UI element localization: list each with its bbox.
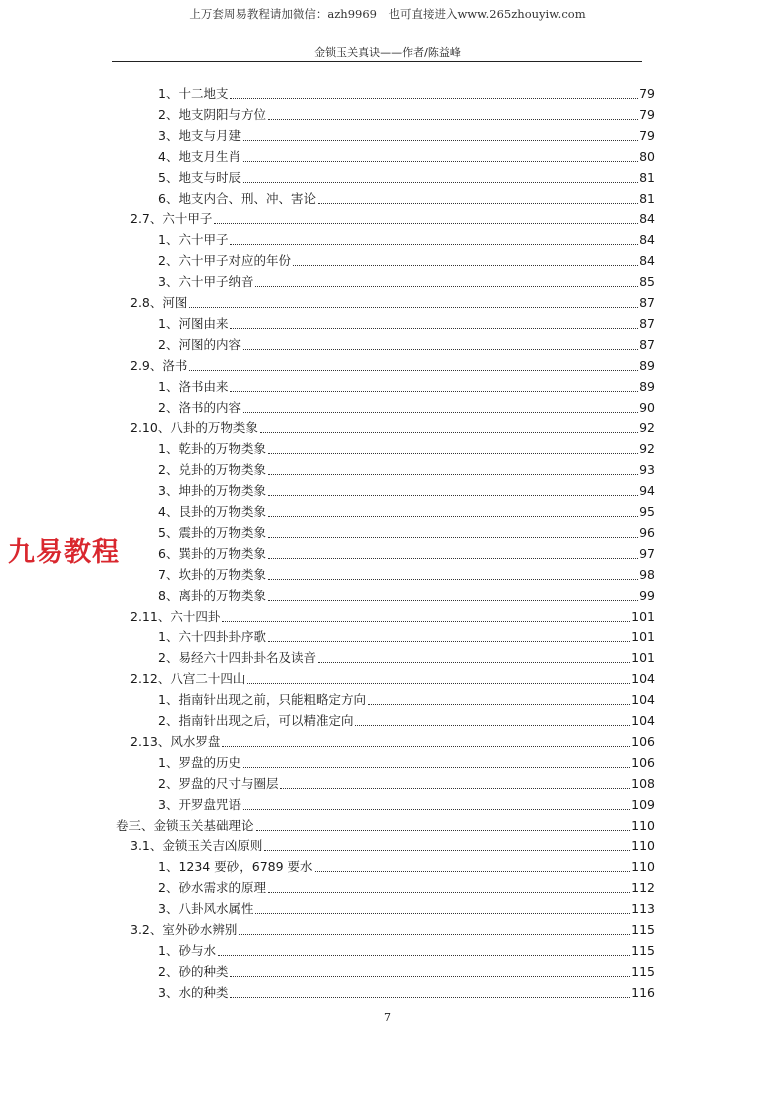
toc-entry-page: 92 [639,441,655,457]
toc-entry[interactable] [158,231,655,249]
toc-dot-leader [230,98,638,99]
toc-entry[interactable] [158,440,655,458]
toc-entry[interactable] [158,315,655,333]
header-rule [112,61,642,62]
toc-entry[interactable] [130,670,655,688]
toc-entry-page: 87 [639,336,655,352]
toc-dot-leader [293,265,638,266]
toc-dot-leader [268,119,638,120]
toc-entry[interactable] [158,566,655,584]
toc-dot-leader [230,997,630,998]
toc-entry-label: 8、离卦的万物类象 [158,587,266,603]
toc-entry[interactable] [158,190,655,208]
toc-entry-label: 5、地支与时辰 [158,169,241,185]
toc-entry-label: 2.7、六十甲子 [130,211,213,227]
toc-entry-label: 1、1234 要砂，6789 要水 [158,859,313,875]
toc-entry[interactable] [130,733,655,751]
toc-entry[interactable] [158,148,655,166]
toc-entry[interactable] [158,461,655,479]
toc-entry-label: 2.11、六十四卦 [130,608,221,624]
toc-entry[interactable] [158,649,655,667]
toc-dot-leader [230,328,638,329]
toc-entry-page: 79 [639,127,655,143]
toc-entry[interactable] [158,399,655,417]
toc-entry-label: 1、河图由来 [158,315,229,331]
toc-dot-leader [243,767,630,768]
toc-entry-page: 87 [639,295,655,310]
toc-entry-page: 81 [639,169,655,185]
toc-dot-leader [243,140,638,141]
toc-entry-label: 3、水的种类 [158,984,229,1000]
toc-entry-page: 84 [639,211,655,227]
toc-entry-label: 2、河图的内容 [158,336,241,352]
toc-entry[interactable] [158,127,655,145]
toc-entry-label: 2、砂的种类 [158,963,229,979]
toc-entry[interactable] [158,984,655,1002]
toc-entry[interactable] [158,796,655,814]
toc-dot-leader [243,161,638,162]
document-header-title: 金锁玉关真诀——作者/陈益峰 [314,46,461,59]
toc-entry-page: 109 [631,796,655,812]
toc-dot-leader [222,746,630,747]
toc-dot-leader [230,391,638,392]
toc-entry-page: 96 [639,524,655,540]
toc-entry[interactable] [158,712,655,730]
toc-entry-label: 2、易经六十四卦卦名及读音 [158,650,316,666]
toc-entry[interactable] [158,524,655,542]
toc-entry-page: 106 [631,754,655,770]
toc-entry-page: 87 [639,315,655,331]
toc-entry-page: 93 [639,462,655,478]
toc-entry[interactable] [158,900,655,918]
toc-dot-leader [255,913,630,914]
toc-entry-label: 4、地支月生肖 [158,148,241,164]
toc-dot-leader [264,850,630,851]
toc-entry-page: 101 [631,650,655,666]
toc-entry-page: 115 [631,942,655,958]
toc-entry-label: 2、罗盘的尺寸与圈层 [158,775,279,791]
toc-entry[interactable] [158,545,655,563]
toc-entry-page: 89 [639,357,655,373]
toc-dot-leader [315,871,631,872]
toc-entry-page: 104 [631,692,655,708]
toc-dot-leader [368,704,630,705]
toc-entry-label: 1、十二地支 [158,86,229,101]
toc-entry-page: 95 [639,504,655,519]
toc-entry[interactable] [130,210,655,228]
toc-entry-page: 94 [639,483,655,499]
toc-entry[interactable] [116,817,655,835]
toc-dot-leader [255,286,638,287]
toc-entry-page: 104 [631,671,655,687]
toc-dot-leader [268,495,638,496]
toc-dot-leader [268,537,638,538]
toc-entry-page: 81 [639,190,655,206]
toc-entry-label: 2.9、洛书 [130,357,188,373]
toc-dot-leader [268,558,638,559]
toc-entry[interactable] [130,921,655,939]
toc-entry[interactable] [158,879,655,897]
toc-entry-label: 3、坤卦的万物类象 [158,483,266,499]
toc-entry[interactable] [158,754,655,772]
toc-entry-label: 卷三、金锁玉关基础理论 [116,817,254,833]
toc-dot-leader [268,453,638,454]
toc-entry[interactable] [158,587,655,605]
toc-dot-leader [189,307,638,308]
toc-entry-page: 84 [639,232,655,248]
toc-entry[interactable] [158,378,655,396]
toc-entry-page: 106 [631,733,655,749]
toc-entry-page: 79 [639,86,655,101]
toc-entry-label: 1、洛书由来 [158,378,229,394]
toc-dot-leader [280,788,630,789]
toc-entry-label: 2、洛书的内容 [158,399,241,415]
watermark-logo: 九易教程 [8,537,120,568]
toc-dot-leader [355,725,630,726]
toc-entry-label: 2.13、风水罗盘 [130,733,221,749]
toc-dot-leader [260,432,638,433]
toc-entry-page: 101 [631,629,655,645]
toc-entry-label: 2、六十甲子对应的年份 [158,253,291,269]
toc-dot-leader [230,244,638,245]
toc-dot-leader [268,600,638,601]
toc-entry-page: 110 [631,859,655,875]
toc-entry[interactable] [158,503,655,521]
toc-entry-page: 115 [631,922,655,937]
toc-dot-leader [222,621,630,622]
toc-dot-leader [239,934,630,935]
toc-entry[interactable] [158,942,655,960]
toc-dot-leader [268,892,630,893]
toc-entry[interactable] [130,357,655,375]
toc-entry-label: 2.12、八宫二十四山 [130,671,246,687]
toc-entry[interactable] [158,858,655,876]
toc-dot-leader [189,370,638,371]
toc-entry-page: 99 [639,587,655,603]
toc-entry-page: 112 [631,880,655,896]
toc-entry-label: 1、罗盘的历史 [158,754,241,770]
toc-entry-page: 97 [639,545,655,561]
toc-entry-label: 2、指南针出现之后，可以精准定向 [158,713,354,728]
top-banner: 上万套周易教程请加微信：azh9969 也可直接进入www.265zhouyiw.com [189,7,586,21]
toc-entry-label: 4、艮卦的万物类象 [158,504,266,519]
toc-entry[interactable] [130,608,655,626]
toc-entry-label: 5、震卦的万物类象 [158,524,266,540]
toc-entry-label: 3、开罗盘咒语 [158,796,241,812]
toc-entry-page: 85 [639,274,655,290]
toc-entry-label: 3、地支与月建 [158,127,241,143]
toc-entry[interactable] [158,336,655,354]
toc-dot-leader [243,809,630,810]
toc-entry[interactable] [158,963,655,981]
toc-entry[interactable] [158,85,655,103]
toc-entry-page: 98 [639,566,655,582]
toc-entry[interactable] [130,837,655,855]
toc-entry-label: 3.1、金锁玉关吉凶原则 [130,838,263,854]
toc-entry-label: 6、地支内合、刑、冲、害论 [158,190,316,206]
toc-entry[interactable] [158,252,655,270]
toc-entry-label: 2.10、八卦的万物类象 [130,420,258,436]
toc-dot-leader [243,412,638,413]
toc-entry-label: 3、六十甲子纳音 [158,274,254,290]
toc-entry-page: 104 [631,713,655,728]
toc-entry[interactable] [158,628,655,646]
toc-dot-leader [268,474,638,475]
toc-entry-page: 108 [631,775,655,791]
toc-entry-label: 1、指南针出现之前，只能粗略定方向 [158,692,366,708]
toc-entry[interactable] [158,482,655,500]
toc-dot-leader [243,349,638,350]
toc-entry-page: 90 [639,399,655,415]
toc-entry-page: 84 [639,253,655,269]
toc-entry-page: 110 [631,817,655,833]
toc-entry-label: 7、坎卦的万物类象 [158,566,266,582]
toc-entry[interactable] [130,294,655,312]
toc-dot-leader [243,182,638,183]
toc-entry-label: 6、巽卦的万物类象 [158,545,266,561]
toc-dot-leader [268,579,638,580]
toc-entry-label: 2.8、河图 [130,295,188,310]
toc-entry-label: 1、砂与水 [158,942,216,958]
toc-entry-page: 89 [639,378,655,394]
toc-entry-page: 116 [631,984,655,1000]
toc-dot-leader [268,516,638,517]
toc-dot-leader [318,203,638,204]
toc-dot-leader [247,683,630,684]
toc-entry[interactable] [130,419,655,437]
toc-dot-leader [230,976,630,977]
toc-entry[interactable] [158,691,655,709]
toc-entry[interactable] [158,106,655,124]
toc-entry-label: 2、砂水需求的原理 [158,880,266,896]
toc-entry-label: 2、地支阴阳与方位 [158,106,266,122]
toc-entry-label: 3.2、室外砂水辨别 [130,922,238,937]
toc-entry[interactable] [158,273,655,291]
toc-entry-page: 113 [631,901,655,917]
toc-dot-leader [268,641,630,642]
toc-entry-page: 92 [639,420,655,436]
page-number: 7 [384,1011,391,1024]
toc-entry-page: 110 [631,838,655,854]
toc-entry-page: 101 [631,608,655,624]
toc-entry-page: 80 [639,148,655,164]
toc-entry-label: 1、六十甲子 [158,232,229,248]
toc-entry[interactable] [158,169,655,187]
toc-entry-label: 1、乾卦的万物类象 [158,441,266,457]
toc-entry[interactable] [158,775,655,793]
toc-dot-leader [218,955,630,956]
toc-dot-leader [318,662,630,663]
toc-entry-label: 3、八卦风水属性 [158,901,254,917]
toc-dot-leader [256,830,631,831]
toc-entry-page: 115 [631,963,655,979]
toc-entry-label: 2、兑卦的万物类象 [158,462,266,478]
toc-entry-label: 1、六十四卦卦序歌 [158,629,266,645]
toc-dot-leader [214,223,638,224]
toc-entry-page: 79 [639,106,655,122]
